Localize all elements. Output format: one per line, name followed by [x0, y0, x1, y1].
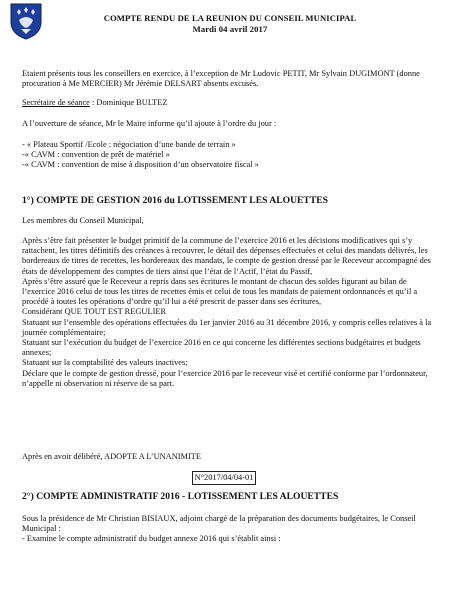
adoption-line: Après en avoir délibéré, ADOPTE A L’UNANIMITE: [22, 452, 202, 461]
section1-lead: Les membres du Conseil Municipal,: [22, 216, 144, 225]
section1-paragraph: Après s’être fait présenter le budget primitif de la commune de l’exercice 2016 et les décisions modificatives qui s’y rattachent, les titres définitifs des créances à recouvrer, le détail des dépenses effectuées et celui des mandats délivrés, les bordereaux de titres de recettes, les bordereaux des mandats, le compte de gestion dressé par le Receveur accompagné des états de développement des comptes de tiers ainsi que l’état de l’Actif, l’état du Passif,: [22, 236, 431, 276]
section1-paragraph: Considérant QUE TOUT EST REGULIER: [22, 307, 167, 317]
section1-paragraph: Déclare que le compte de gestion dressé, pour l’exercice 2016 par le receveur visé et certifié conforme par l’ordonnateur, n’appelle ni observation ni réserve de sa part.: [22, 368, 428, 388]
section2-paragraph: - Examine le compte administratif du budget annexe 2016 qui s’établit ainsi :: [22, 534, 281, 544]
section1-body: [22, 236, 432, 389]
agenda-item: - « Plateau Sportif /Ecole : négociation d’une bande de terrain »: [22, 140, 236, 149]
agenda-list: [22, 140, 432, 171]
secretary-label: Secrétaire de séance: [22, 98, 90, 107]
section2-title: 2°) COMPTE ADMINISTRATIF 2016 - LOTISSEMENT LES ALOUETTES: [22, 491, 339, 502]
section1-paragraph: Statuant sur l’ensemble des opérations effectuées du 1er janvier 2016 au 31 décembre 2016, y compris celles relatives à la journée complémentaire;: [22, 317, 432, 337]
secretary-name: : Dominique BULTEZ: [89, 98, 168, 107]
coat-of-arms-icon: [9, 2, 43, 40]
document-header: [60, 13, 400, 35]
section1-paragraph: Statuant sur l’exécution du budget de l’exercice 2016 en ce qui concerne les différentes sections budgétaires et budgets annexes;: [22, 338, 421, 358]
deliberation-reference: N°2017/04/04-01: [192, 471, 256, 485]
section1-paragraph: Statuant sur la comptabilité des valeurs inactives;: [22, 358, 188, 368]
section2-body: [22, 514, 432, 545]
section2-paragraph: Sous la présidence de Mr Christian BISIAUX, adjoint chargé de la préparation des documents budgétaires, le Conseil Municipal :: [22, 514, 416, 534]
attendance-paragraph: [22, 69, 432, 89]
opening-text: A l’ouverture de séance, Mr le Maire informe qu’il ajoute à l’ordre du jour :: [22, 119, 277, 128]
attendance-text: Etaient présents tous les conseillers en exercice, à l’exception de Mr Ludovic PETIT, Mr Sylvain DUGIMONT (donne procuration à Me MERCIER) Mr Jérémie DELSART absents excusés.: [22, 69, 420, 89]
section1-paragraph: Après s’être assuré que le Receveur a repris dans ses écritures le montant de chacun des soldes figurant au bilan de l’exercice 2016 celui de tous les titres de recettes émis et celui de tous les mandats de paiement ordonnancés et qu’il a procédé à toutes les opérations d’ordre qu’il lui a été prescrit de passer dans ses écritures,: [22, 276, 418, 307]
section1-title: 1°) COMPTE DE GESTION 2016 du LOTISSEMENT LES ALOUETTES: [22, 195, 328, 206]
secretary-line: [22, 98, 432, 108]
opening-line: [22, 119, 432, 129]
meeting-date: Mardi 04 avril 2017: [192, 24, 268, 34]
document-title: COMPTE RENDU DE LA REUNION DU CONSEIL MUNICIPAL: [103, 13, 357, 23]
agenda-item: -« CAVM : convention de prêt de matériel »: [22, 150, 170, 160]
agenda-item: -« CAVM : convention de mise à disposition d’un observatoire fiscal »: [22, 160, 259, 170]
